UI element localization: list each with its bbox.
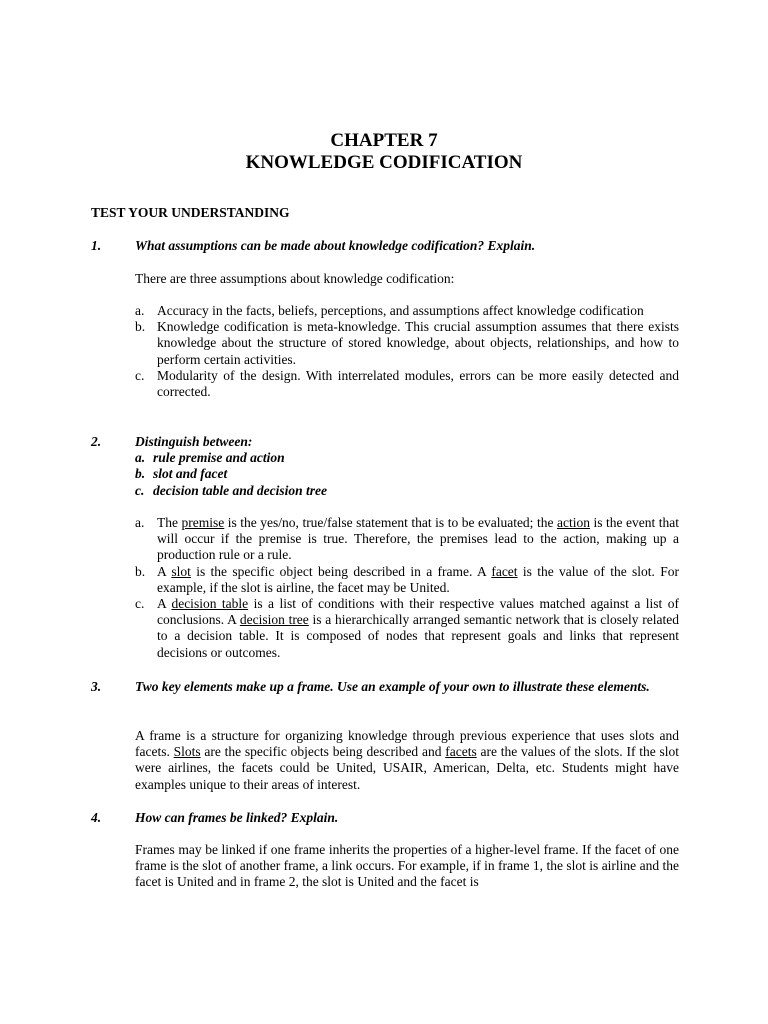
question-text: Two key elements make up a frame. Use an example of your own to illustrate these elements. xyxy=(135,679,650,694)
list-item xyxy=(135,596,679,661)
answer-1-list xyxy=(135,303,679,400)
answer-text-part: is the yes/no, true/false statement that is to be evaluated; the xyxy=(224,515,557,530)
term-slots: Slots xyxy=(173,744,201,760)
list-item xyxy=(135,368,679,400)
sub-question-list xyxy=(135,450,681,499)
term-facets: facets xyxy=(445,744,477,760)
answer-3 xyxy=(135,728,679,793)
list-item-text: Accuracy in the facts, beliefs, perceptions, and assumptions affect knowledge codification xyxy=(157,303,644,318)
sub-question xyxy=(135,450,681,466)
sub-question-marker: b. xyxy=(135,466,146,482)
term-action: action xyxy=(556,515,590,530)
term-slot: slot xyxy=(171,563,191,579)
question-number: 2. xyxy=(91,434,102,449)
list-item-text: Knowledge codification is meta-knowledge. This crucial assumption assumes that there exists knowledge about the structure of stored knowledge, about objects, relationships, and how to perform certain activities. xyxy=(157,319,679,367)
answer-text-part: is the event that will occur if the premise is true. Therefore, the premises lead to the action, making up a production rule or a rule. xyxy=(157,515,679,563)
list-marker: a. xyxy=(135,303,145,318)
term-facet: facet xyxy=(491,563,518,579)
answer-text-part: is the specific object being described in a frame. A xyxy=(190,563,492,579)
chapter-number: CHAPTER 7 xyxy=(330,130,438,151)
question-2 xyxy=(91,434,681,499)
answer-text-part: is a list of conditions with their respective values matched against a list of conclusions. A xyxy=(157,596,679,628)
list-item xyxy=(135,319,679,368)
chapter-title xyxy=(0,130,768,174)
term-premise: premise xyxy=(181,515,225,530)
question-text: How can frames be linked? Explain. xyxy=(135,810,339,825)
question-number: 4. xyxy=(91,810,102,825)
answer-text-part: A xyxy=(157,563,172,579)
list-item xyxy=(135,515,679,564)
question-4 xyxy=(91,810,681,826)
list-marker: a. xyxy=(135,515,145,530)
list-marker: c. xyxy=(135,596,145,612)
question-number: 1. xyxy=(91,238,102,253)
answer-text-part: are the specific objects being described and xyxy=(200,744,446,760)
answer-text-part: A xyxy=(157,596,172,612)
list-item xyxy=(135,564,679,596)
question-number: 3. xyxy=(91,679,102,694)
term-decision-table: decision table xyxy=(171,596,249,612)
list-marker: b. xyxy=(135,563,146,579)
sub-question-text: slot and facet xyxy=(153,466,228,482)
question-text: What assumptions can be made about knowledge codification? Explain. xyxy=(135,238,536,253)
answer-text-part: are the values of the slots. If the slot were airlines, the facets could be United, USAIR, American, Delta, etc. Students might have examples unique to their areas of interest. xyxy=(135,744,679,792)
term-decision-tree: decision tree xyxy=(239,612,309,628)
answer-text-part: is the value of the slot. For example, if the slot is airline, the facet may be United. xyxy=(157,563,680,595)
sub-question-text: rule premise and action xyxy=(153,450,285,466)
chapter-name: KNOWLEDGE CODIFICATION xyxy=(245,152,523,173)
answer-2-list xyxy=(135,515,679,661)
sub-question xyxy=(135,483,681,499)
sub-question-text: decision table and decision tree xyxy=(153,482,327,498)
answer-1-intro: There are three assumptions about knowledge codification: xyxy=(135,271,455,286)
section-heading: TEST YOUR UNDERSTANDING xyxy=(91,205,290,220)
list-item xyxy=(135,303,679,319)
list-marker: c. xyxy=(135,367,145,383)
question-3 xyxy=(91,679,681,695)
question-1 xyxy=(91,238,681,254)
answer-text-part: is a hierarchically arranged semantic network that is closely related to a decision table. It is composed of nodes that represent goals and links that represent decisions or outcomes. xyxy=(157,612,679,660)
answer-4: Frames may be linked if one frame inherits the properties of a higher-level frame. If the facet of one frame is the slot of another frame, a link occurs. For example, if in frame 1, the slot is airline and the facet is United and in frame 2, the slot is United and the facet is xyxy=(135,842,679,890)
list-marker: b. xyxy=(135,319,146,335)
sub-question-marker: c. xyxy=(135,482,145,498)
sub-question-marker: a. xyxy=(135,450,146,466)
sub-question xyxy=(135,466,681,482)
answer-text-part: The xyxy=(157,515,182,530)
answer-text-part: A frame is a structure for organizing knowledge through previous experience that uses slots and facets. xyxy=(135,728,679,760)
list-item-text: Modularity of the design. With interrelated modules, errors can be more easily detected and corrected. xyxy=(157,367,679,400)
question-text: Distinguish between: xyxy=(135,434,253,449)
